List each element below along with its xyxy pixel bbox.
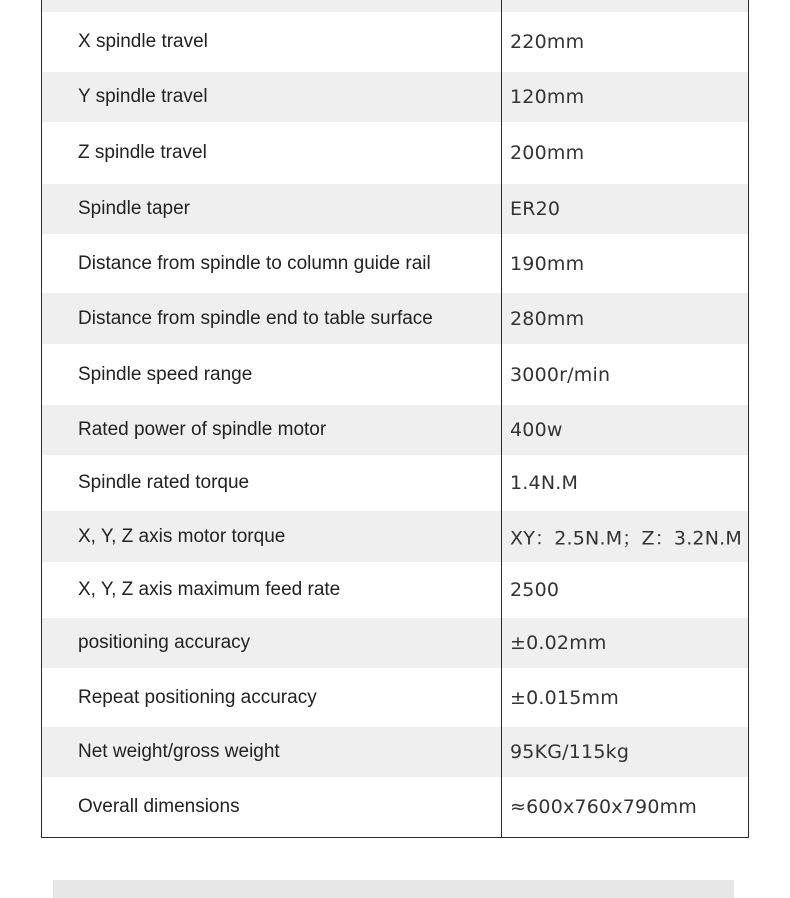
- spec-value: 400w: [510, 419, 563, 441]
- spec-label: Spindle taper: [78, 198, 190, 219]
- spec-value: ≈600x760x790mm: [510, 796, 698, 818]
- spec-value: ±0.02mm: [510, 632, 607, 654]
- spec-label: Distance from spindle to column guide rail: [78, 252, 431, 274]
- table-row: [42, 668, 748, 727]
- spec-value: 280mm: [510, 307, 585, 330]
- spec-label: Rated power of spindle motor: [78, 419, 327, 440]
- spec-label: Distance from spindle end to table surface: [78, 307, 433, 329]
- spec-label: X, Y, Z axis motor torque: [78, 525, 286, 547]
- table-row: [42, 777, 748, 837]
- spec-value: XY：2.5N.M；Z：3.2N.M: [510, 527, 742, 549]
- spec-label: Repeat positioning accuracy: [78, 686, 317, 708]
- table-row: [42, 618, 748, 668]
- spec-label: Z spindle travel: [78, 142, 207, 163]
- table-row: [42, 562, 748, 618]
- spec-label: Spindle speed range: [78, 363, 253, 385]
- spec-label: Overall dimensions: [78, 796, 240, 817]
- spec-value: ER20: [510, 198, 561, 220]
- table-row: [42, 455, 748, 511]
- table-row: [42, 122, 748, 184]
- spec-value: 1.4N.M: [510, 472, 579, 494]
- spec-value: 120mm: [510, 86, 585, 108]
- spec-label: Spindle rated torque: [78, 472, 250, 493]
- table-row: [42, 0, 748, 12]
- spec-value: 3000r/min: [510, 363, 611, 386]
- table-row: [42, 234, 748, 293]
- table-row: [42, 511, 748, 562]
- spec-value: 190mm: [510, 252, 585, 275]
- spec-value: 95KG/115kg: [510, 741, 630, 763]
- table-row: [42, 12, 748, 72]
- table-row: [42, 72, 748, 122]
- spec-label: X, Y, Z axis maximum feed rate: [78, 579, 341, 600]
- column-divider: [501, 0, 502, 837]
- table-row: [42, 405, 748, 455]
- footer-bar: [53, 880, 734, 898]
- spec-table: [41, 0, 749, 838]
- spec-value: 200mm: [510, 142, 585, 164]
- table-row: [42, 184, 748, 234]
- spec-label: X spindle travel: [78, 31, 208, 52]
- table-row: [42, 727, 748, 777]
- table-row: [42, 293, 748, 344]
- spec-value: ±0.015mm: [510, 686, 619, 709]
- spec-label: positioning accuracy: [78, 632, 251, 653]
- spec-label: Y spindle travel: [78, 86, 208, 107]
- spec-value: 2500: [510, 579, 560, 601]
- spec-label: Net weight/gross weight: [78, 741, 280, 762]
- spec-value: 220mm: [510, 31, 585, 53]
- table-row: [42, 344, 748, 405]
